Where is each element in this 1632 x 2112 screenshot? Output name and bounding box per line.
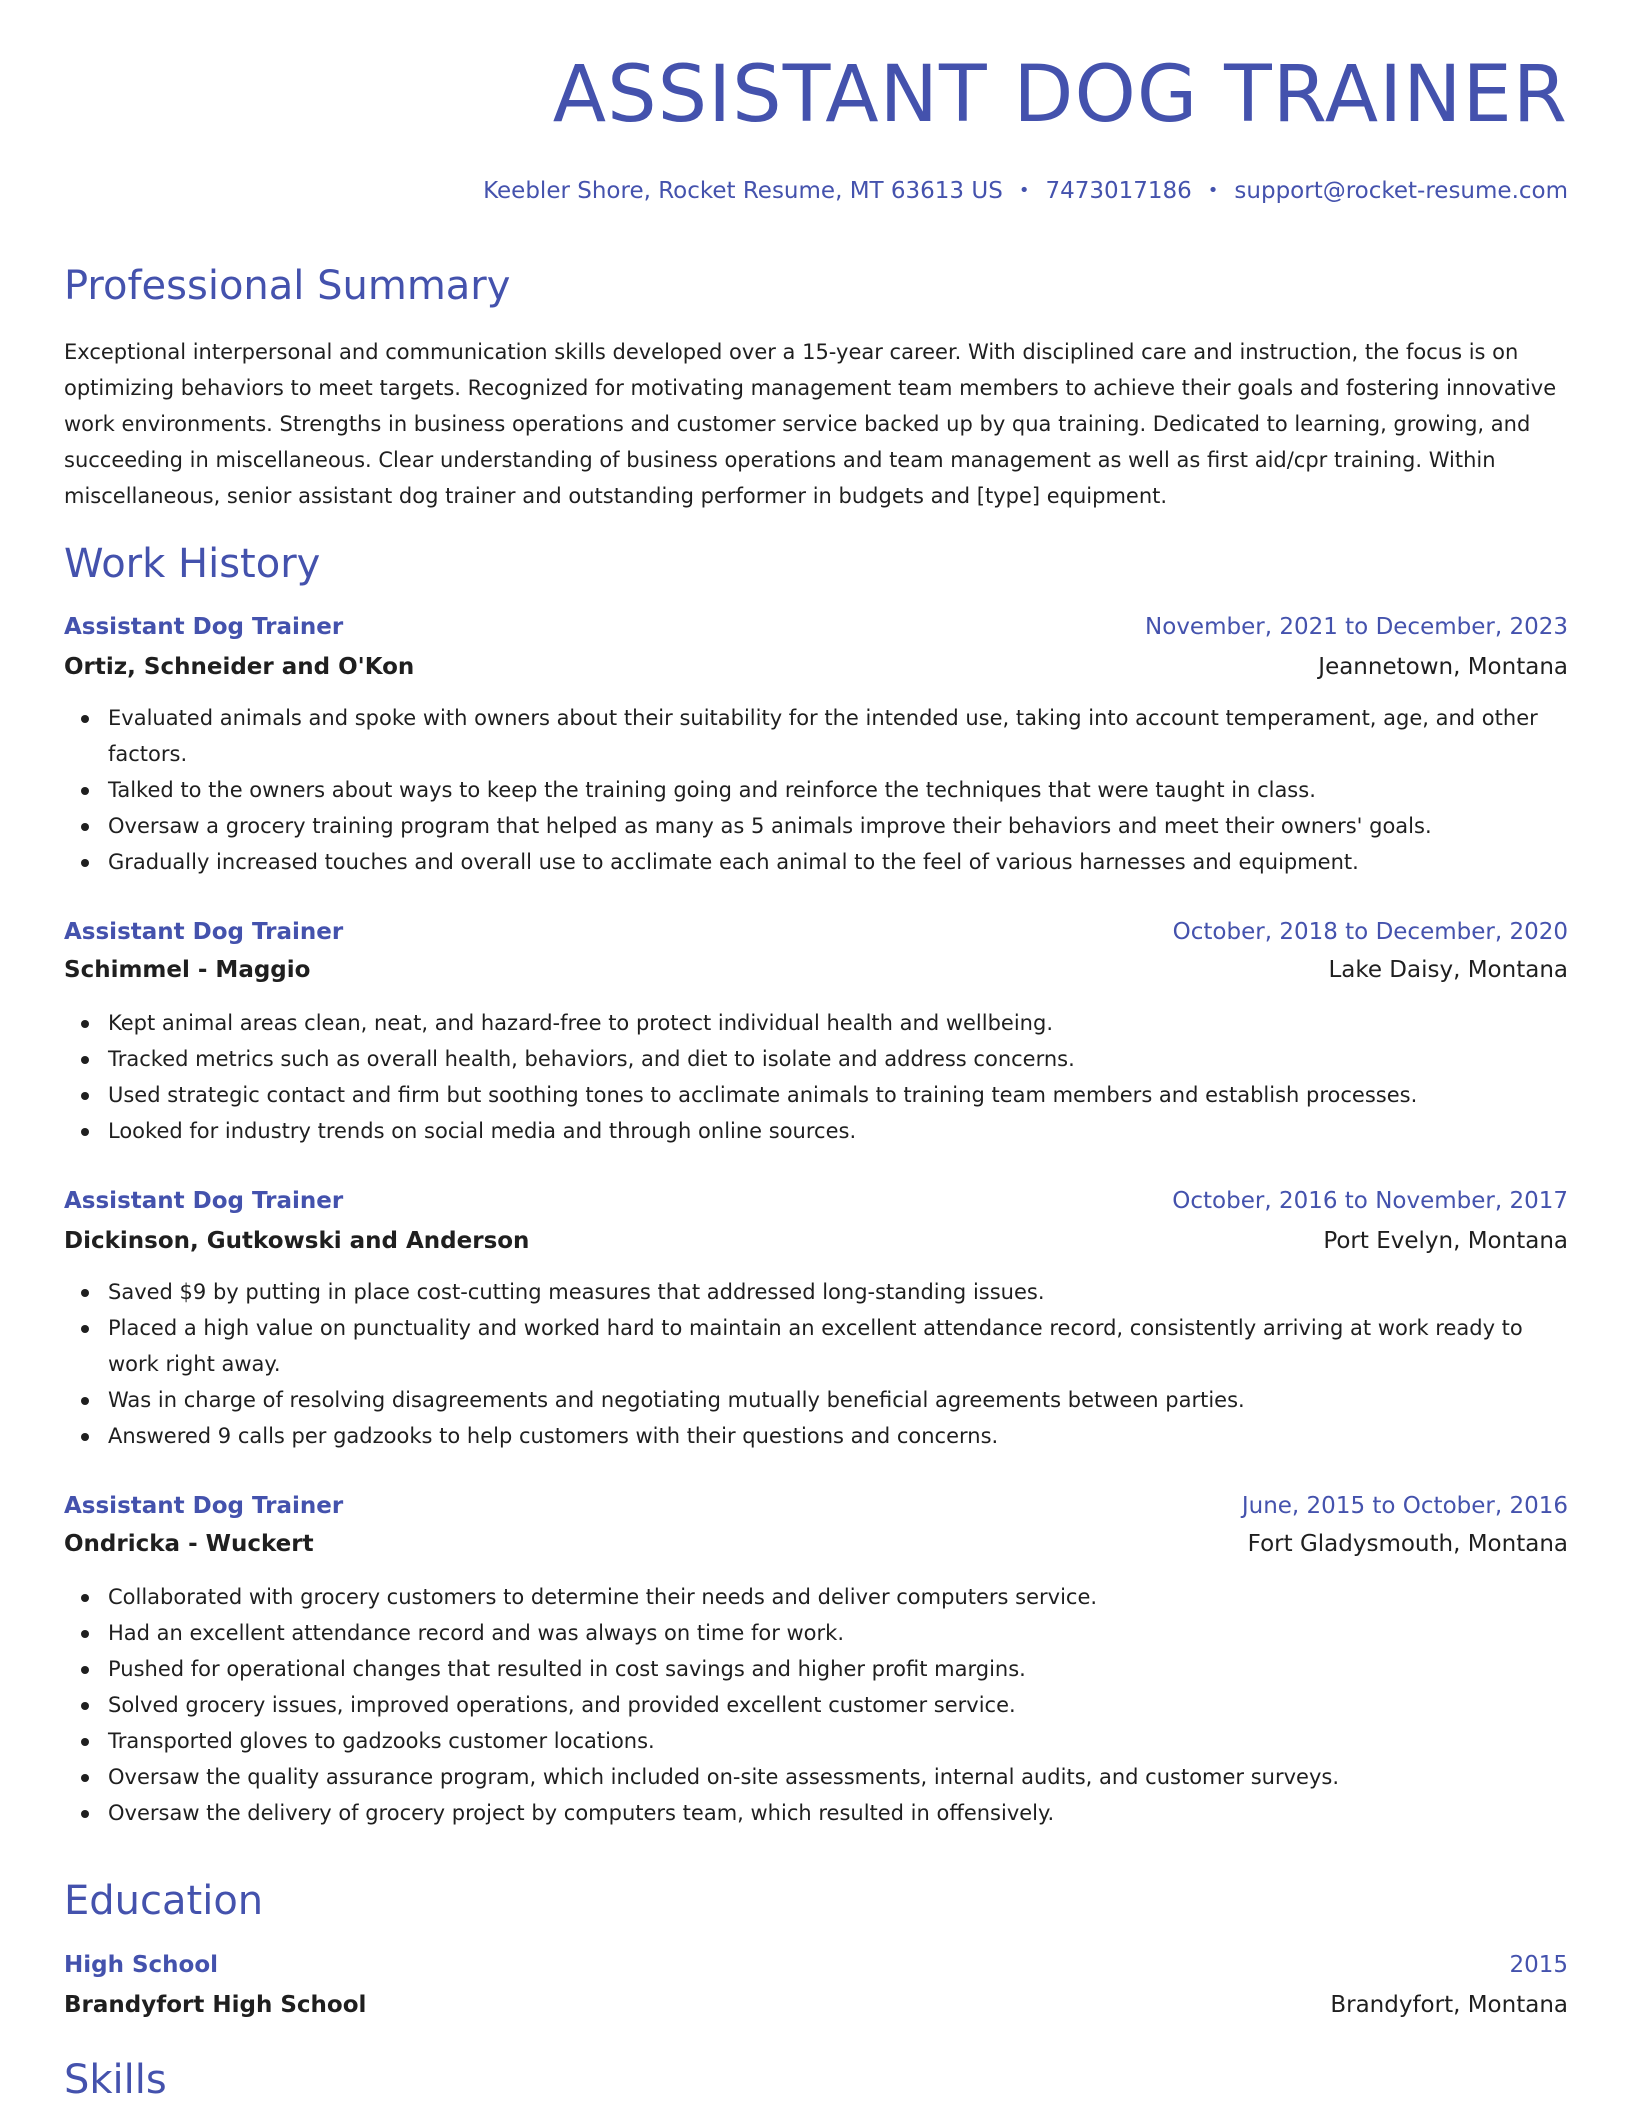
job-title: Assistant Dog Trainer xyxy=(64,1493,344,1519)
education-school: Brandyfort High School xyxy=(64,1992,367,2018)
job-bullet: Had an excellent attendance record and was always on time for work. xyxy=(108,1615,1568,1651)
job-bullet: Solved grocery issues, improved operations, and provided excellent customer service. xyxy=(108,1687,1568,1723)
job-dates: October, 2016 to November, 2017 xyxy=(1172,1188,1568,1214)
contact-separator: • xyxy=(1018,180,1030,201)
education-location: Brandyfort, Montana xyxy=(1330,1992,1568,2018)
job-bullet: Transported gloves to gadzooks customer locations. xyxy=(108,1723,1568,1759)
job-company: Ondricka - Wuckert xyxy=(64,1531,314,1557)
job-bullet: Oversaw the quality assurance program, which included on-site assessments, internal audits, and customer surveys. xyxy=(108,1759,1568,1795)
job-company: Ortiz, Schneider and O'Kon xyxy=(64,654,415,680)
job-dates: October, 2018 to December, 2020 xyxy=(1172,919,1568,945)
education-header-row xyxy=(64,1950,1568,1980)
resume-title: ASSISTANT DOG TRAINER xyxy=(552,50,1568,140)
job-bullet: Pushed for operational changes that resulted in cost savings and higher profit margins. xyxy=(108,1651,1568,1687)
job-bullet: Talked to the owners about ways to keep the training going and reinforce the techniques that were taught in class. xyxy=(108,772,1568,808)
job-bullet: Was in charge of resolving disagreements and negotiating mutually beneficial agreements between parties. xyxy=(108,1382,1568,1418)
section-heading-education: Education xyxy=(64,1878,264,1924)
job-company-row xyxy=(64,1529,1568,1559)
summary-text: Exceptional interpersonal and communication skills developed over a 15-year career. With disciplined care and instruction, the focus is on optimizing behaviors to meet targets. Recognized for motivating management team members to achieve their goals and fostering innovative work environments. Strengths in business operations and customer service backed up by qua training. Dedicated to learning, growing, and succeeding in miscellaneous. Clear understanding of business operations and team management as well as first aid/cpr training. Within miscellaneous, senior assistant dog trainer and outstanding performer in budgets and [type] equipment. xyxy=(64,340,1557,508)
education-year: 2015 xyxy=(1509,1952,1568,1978)
job-bullets xyxy=(64,1005,1568,1149)
job-bullet: Used strategic contact and firm but soothing tones to acclimate animals to training team members and establish processes. xyxy=(108,1077,1568,1113)
job-bullet: Kept animal areas clean, neat, and hazard-free to protect individual health and wellbeing. xyxy=(108,1005,1568,1041)
job-location: Jeannetown, Montana xyxy=(1318,654,1568,680)
section-heading-work-history: Work History xyxy=(64,541,321,587)
job-company: Schimmel - Maggio xyxy=(64,957,311,983)
job-header-row xyxy=(64,1186,1568,1216)
job-header-row xyxy=(64,1491,1568,1521)
contact-address: Keebler Shore, Rocket Resume, MT 63613 US xyxy=(483,178,1003,204)
job-bullet: Answered 9 calls per gadzooks to help customers with their questions and concerns. xyxy=(108,1418,1568,1454)
job-location: Fort Gladysmouth, Montana xyxy=(1247,1531,1568,1557)
job-header-row xyxy=(64,612,1568,642)
job-bullet: Oversaw the delivery of grocery project by computers team, which resulted in offensively. xyxy=(108,1795,1568,1831)
section-heading-skills: Skills xyxy=(64,2057,167,2103)
contact-separator: • xyxy=(1207,180,1219,201)
job-bullet: Gradually increased touches and overall use to acclimate each animal to the feel of various harnesses and equipment. xyxy=(108,844,1568,880)
contact-email[interactable]: support@rocket-resume.com xyxy=(1234,178,1568,204)
section-heading-summary: Professional Summary xyxy=(64,263,511,309)
job-location: Lake Daisy, Montana xyxy=(1328,957,1568,983)
job-company-row xyxy=(64,1226,1568,1256)
job-bullet: Looked for industry trends on social media and through online sources. xyxy=(108,1113,1568,1149)
job-bullets xyxy=(64,700,1568,880)
education-degree: High School xyxy=(64,1952,219,1978)
job-bullet: Tracked metrics such as overall health, behaviors, and diet to isolate and address concerns. xyxy=(108,1041,1568,1077)
job-title: Assistant Dog Trainer xyxy=(64,919,344,945)
job-bullet: Placed a high value on punctuality and worked hard to maintain an excellent attendance record, consistently arriving at work ready to work right away. xyxy=(108,1310,1568,1382)
job-company: Dickinson, Gutkowski and Anderson xyxy=(64,1228,530,1254)
job-bullets xyxy=(64,1274,1568,1454)
job-company-row xyxy=(64,955,1568,985)
job-bullet: Oversaw a grocery training program that helped as many as 5 animals improve their behaviors and meet their owners' goals. xyxy=(108,808,1568,844)
job-bullet: Saved $9 by putting in place cost-cutting measures that addressed long-standing issues. xyxy=(108,1274,1568,1310)
contact-phone: 7473017186 xyxy=(1045,178,1192,204)
job-dates: June, 2015 to October, 2016 xyxy=(1241,1493,1568,1519)
job-bullet: Evaluated animals and spoke with owners about their suitability for the intended use, taking into account temperament, age, and other factors. xyxy=(108,700,1568,772)
job-dates: November, 2021 to December, 2023 xyxy=(1145,614,1568,640)
job-title: Assistant Dog Trainer xyxy=(64,1188,344,1214)
job-header-row xyxy=(64,917,1568,947)
contact-line xyxy=(483,180,1568,203)
job-bullet: Collaborated with grocery customers to determine their needs and deliver computers service. xyxy=(108,1579,1568,1615)
job-location: Port Evelyn, Montana xyxy=(1323,1228,1568,1254)
job-bullets xyxy=(64,1579,1568,1831)
job-title: Assistant Dog Trainer xyxy=(64,614,344,640)
education-school-row xyxy=(64,1990,1568,2020)
job-company-row xyxy=(64,652,1568,682)
